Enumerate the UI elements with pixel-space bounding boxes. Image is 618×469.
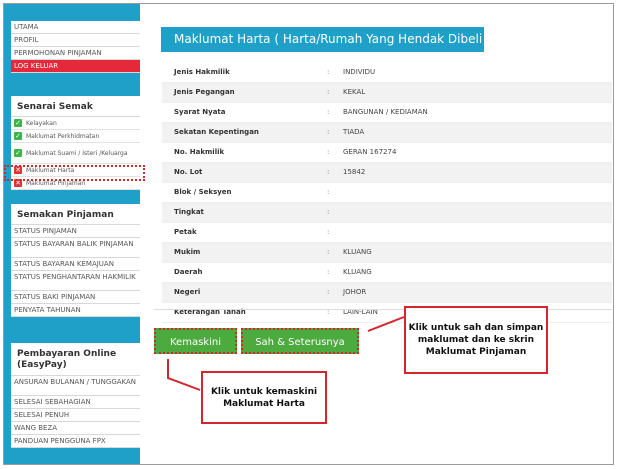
field-value: LAIN-LAIN — [343, 308, 378, 316]
separator: : — [327, 308, 330, 316]
nav-selesai-sebahagian[interactable]: SELESAI SEBAHAGIAN — [11, 396, 140, 409]
sah-seterusnya-button[interactable]: Sah & Seterusnya — [241, 328, 359, 354]
field-value: JOHOR — [343, 288, 367, 296]
field-label: Sekatan Kepentingan — [174, 128, 259, 136]
separator: : — [327, 88, 330, 96]
check-icon: ✓ — [15, 149, 21, 157]
checklist-label: Maklumat Harta — [26, 166, 75, 174]
field-label: Jenis Pegangan — [174, 88, 235, 96]
nav-wang-beza[interactable]: WANG BEZA — [11, 422, 140, 435]
separator: : — [327, 268, 330, 276]
nav-profil[interactable]: PROFIL — [11, 34, 140, 47]
separator: : — [327, 168, 330, 176]
easypay-title: Pembayaran Online (EasyPay) — [11, 343, 140, 376]
nav-penyata-tahunan[interactable]: PENYATA TAHUNAN — [11, 304, 140, 317]
field-label: Blok / Seksyen — [174, 188, 232, 196]
field-label: Tingkat — [174, 208, 204, 216]
separator: : — [327, 288, 330, 296]
field-label: Daerah — [174, 268, 203, 276]
separator: : — [327, 108, 330, 116]
field-label: Syarat Nyata — [174, 108, 226, 116]
nav-status-penghantaran-hakmilik[interactable]: STATUS PENGHANTARAN HAKMILIK — [11, 271, 140, 291]
field-value: INDIVIDU — [343, 68, 376, 76]
window-frame — [3, 3, 614, 465]
field-value: KLUANG — [343, 268, 372, 276]
cross-icon: ✕ — [15, 166, 21, 174]
field-label: Negeri — [174, 288, 201, 296]
field-label: Keterangan Tanah — [174, 308, 246, 316]
kemaskini-button[interactable]: Kemaskini — [154, 328, 237, 354]
field-value: BANGUNAN / KEDIAMAN — [343, 108, 428, 116]
nav-status-pinjaman[interactable]: STATUS PINJAMAN — [11, 225, 140, 238]
nav-status-bayaran-balik[interactable]: STATUS BAYARAN BALIK PINJAMAN — [11, 238, 140, 258]
field-label: Mukim — [174, 248, 201, 256]
page-title: Maklumat Harta ( Harta/Rumah Yang Hendak Dibeli ) — [161, 27, 484, 52]
nav-selesai-penuh[interactable]: SELESAI PENUH — [11, 409, 140, 422]
nav-panduan-fpx[interactable]: PANDUAN PENGGUNA FPX — [11, 435, 140, 448]
separator: : — [327, 208, 330, 216]
checklist-label: Maklumat Pinjaman — [26, 179, 86, 187]
callout-line-sah — [368, 317, 404, 331]
field-label: Jenis Hakmilik — [174, 68, 230, 76]
nav-ansuran-bulanan[interactable]: ANSURAN BULANAN / TUNGGAKAN — [11, 376, 140, 396]
checklist-label: Maklumat Suami / Isteri /Keluarga — [26, 149, 128, 157]
separator: : — [327, 148, 330, 156]
senarai-semak-title: Senarai Semak — [11, 96, 140, 117]
field-value: TIADA — [343, 128, 365, 136]
field-label: No. Hakmilik — [174, 148, 225, 156]
field-value: 15842 — [343, 168, 366, 176]
separator: : — [327, 248, 330, 256]
semakan-pinjaman-title: Semakan Pinjaman — [11, 204, 140, 225]
callout-kemaskini: Klik untuk kemaskini Maklumat Harta — [201, 371, 327, 424]
separator: : — [327, 68, 330, 76]
field-label: Petak — [174, 228, 197, 236]
separator: : — [327, 188, 330, 196]
nav-utama[interactable]: UTAMA — [11, 21, 140, 34]
nav-status-baki-pinjaman[interactable]: STATUS BAKI PINJAMAN — [11, 291, 140, 304]
checklist-label: Kelayakan — [26, 119, 57, 127]
checklist-label: Maklumat Perkhidmatan — [26, 132, 100, 140]
separator: : — [327, 128, 330, 136]
field-value: KLUANG — [343, 248, 372, 256]
field-label: No. Lot — [174, 168, 203, 176]
separator: : — [327, 228, 330, 236]
nav-status-bayaran-kemajuan[interactable]: STATUS BAYARAN KEMAJUAN — [11, 258, 140, 271]
field-value: GERAN 167274 — [343, 148, 397, 156]
nav-permohonan-pinjaman[interactable]: PERMOHONAN PINJAMAN — [11, 47, 140, 60]
check-icon: ✓ — [15, 132, 21, 140]
field-value: KEKAL — [343, 88, 366, 96]
cross-icon: ✕ — [15, 179, 21, 187]
nav-log-keluar[interactable]: LOG KELUAR — [11, 60, 140, 73]
check-icon: ✓ — [15, 119, 21, 127]
callout-sah: Klik untuk sah dan simpan maklumat dan ke skrin Maklumat Pinjaman — [404, 306, 548, 374]
callout-line-kemaskini — [168, 359, 200, 390]
